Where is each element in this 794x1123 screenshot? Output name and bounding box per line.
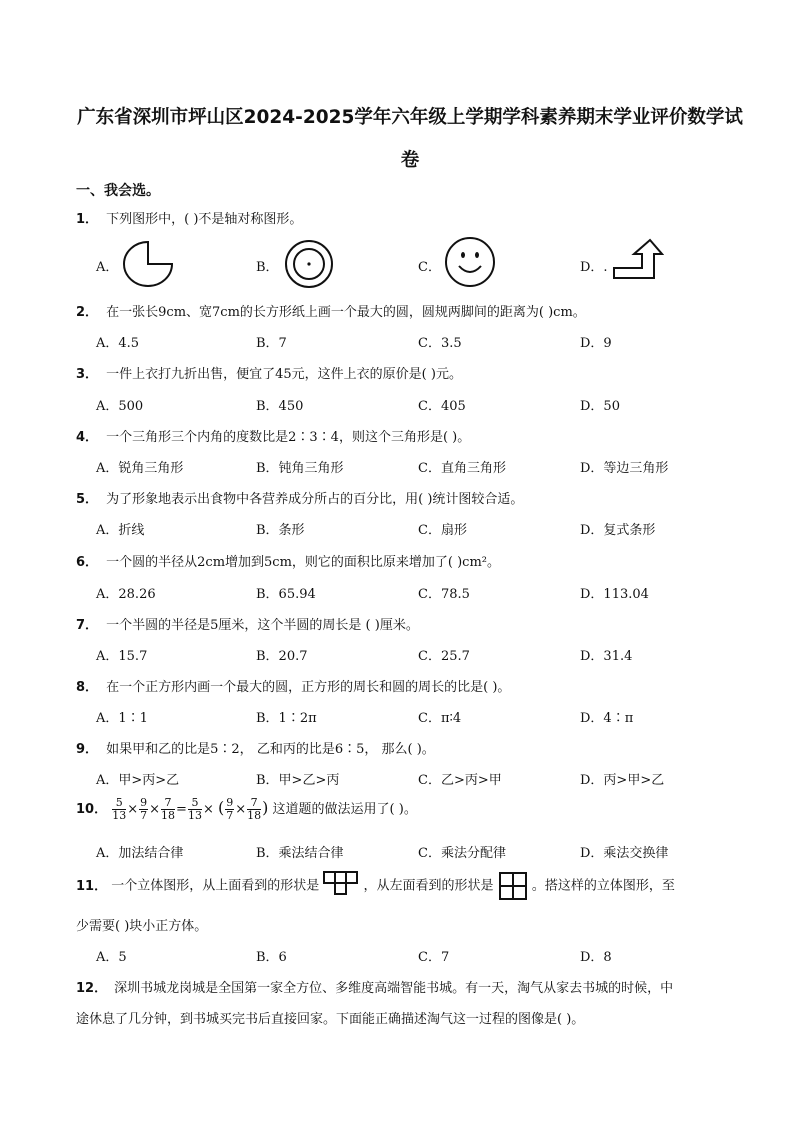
question-text: 在一张长9cm、宽7cm的长方形纸上画一个最大的圆，圆规两脚间的距离为( )cm。 [106,305,586,320]
option-c[interactable]: C． [418,260,441,275]
question-11-continued [76,915,207,934]
option-d[interactable]: D．9 [580,336,612,351]
question-text-part-2: ，从左面看到的形状是 [363,878,494,894]
question-text: 下列图形中，( )不是轴对称图形。 [106,212,303,227]
denominator: 18 [161,809,176,822]
option-d[interactable]: D．乘法交换律 [580,846,669,861]
question-8 [76,676,510,695]
option-a[interactable]: A．500 [96,399,144,414]
question-1 [76,208,302,227]
option-c[interactable]: C．扇形 [418,523,467,538]
option-b[interactable]: B．1∶2π [256,711,317,726]
option-c[interactable]: C．乙>丙>甲 [418,773,502,788]
option-d[interactable]: D．31.4 [580,649,633,664]
question-number: 4． [76,430,99,445]
option-a[interactable]: A．1∶1 [96,711,148,726]
option-a[interactable]: A．甲>丙>乙 [96,773,180,788]
option-b[interactable]: B．条形 [256,523,305,538]
question-text: 一件上衣打九折出售，便宜了45元，这件上衣的原价是( )元。 [106,367,462,382]
times-sign: × [235,802,247,817]
left-paren: ( [218,798,225,817]
smiley-face-figure[interactable] [444,236,496,288]
option-c[interactable]: C．3.5 [418,336,462,351]
top-view-shape-icon [323,870,359,902]
numerator: 9 [140,796,148,809]
fraction [161,797,175,822]
question-12-continued [76,1008,584,1027]
question-number: 8． [76,680,99,695]
option-d[interactable]: D．. [580,260,608,275]
option-a[interactable]: A． [96,260,119,275]
denominator: 18 [247,809,262,822]
option-a[interactable]: A．4.5 [96,336,140,351]
fraction-expression [111,796,272,822]
fraction [139,797,148,822]
question-text: 一个三角形三个内角的度数比是2∶3∶4，则这个三角形是( )。 [106,430,471,445]
option-a[interactable]: A．折线 [96,523,145,538]
title-line-2: 卷 [400,150,420,171]
numerator: 5 [112,797,126,810]
question-number: 6． [76,555,99,570]
question-number: 2． [76,305,99,320]
numerator: 7 [247,797,261,810]
exam-title [70,96,750,182]
question-text: 如果甲和乙的比是5∶2， 乙和丙的比是6∶5， 那么( )。 [106,742,435,757]
option-b[interactable]: B．450 [256,399,304,414]
question-text: 一个半圆的半径是5厘米，这个半圆的周长是 ( )厘米。 [106,618,419,633]
option-d[interactable]: D．50 [580,399,620,414]
right-paren: ) [262,798,269,817]
option-c[interactable]: C．7 [418,950,450,965]
question-text-part-4: 少需要( )块小正方体。 [76,919,208,934]
numerator: 5 [188,797,202,810]
denominator: 13 [112,809,127,822]
equals-sign: = [176,802,187,817]
question-6 [76,551,500,570]
option-c[interactable]: C．78.5 [418,587,470,602]
option-b[interactable]: B．7 [256,336,287,351]
question-number: 12． [76,981,108,996]
question-number: 1． [76,212,99,227]
option-d[interactable]: D．4∶π [580,711,634,726]
fraction [247,797,261,822]
option-b[interactable]: B．6 [256,950,287,965]
question-12 [76,977,673,996]
option-a[interactable]: A．锐角三角形 [96,461,184,476]
fraction [188,797,202,822]
times-sign: × [149,802,161,817]
question-number: 3． [76,367,99,382]
option-a[interactable]: A．加法结合律 [96,846,184,861]
option-d[interactable]: D．113.04 [580,587,649,602]
option-d[interactable]: D．等边三角形 [580,461,669,476]
question-7 [76,614,419,633]
bent-arrow-figure[interactable] [610,238,664,286]
question-number: 10． [76,802,108,817]
denominator: 7 [226,809,234,822]
question-text-line-1: 深圳书城龙岗城是全国第一家全方位、多维度高端智能书城。有一天，淘气从家去书城的时候，中 [114,981,674,996]
option-d[interactable]: D．复式条形 [580,523,656,538]
option-c[interactable]: C．π∶4 [418,711,462,726]
question-9 [76,738,435,757]
option-b[interactable]: B．甲>乙>丙 [256,773,340,788]
option-b[interactable]: B．乘法结合律 [256,846,344,861]
pacman-circle-figure[interactable] [122,240,176,288]
option-b[interactable]: B． [256,260,279,275]
question-text: 这道题的做法运用了( )。 [272,802,417,817]
option-a[interactable]: A．15.7 [96,649,148,664]
concentric-circles-figure[interactable] [283,238,335,290]
option-a[interactable]: A．28.26 [96,587,156,602]
question-5 [76,488,523,507]
question-text-part-3: 。搭这样的立体图形，至 [531,878,675,894]
denominator: 13 [187,809,202,822]
option-b[interactable]: B．20.7 [256,649,308,664]
question-number: 11． [76,878,108,894]
times-sign: × [202,802,214,817]
numerator: 7 [161,797,175,810]
question-text-part-1: 一个立体图形，从上面看到的形状是 [111,878,320,894]
question-number: 9． [76,742,99,757]
question-number: 5． [76,492,99,507]
section-heading: 一、我会选。 [76,183,160,199]
fraction [112,797,126,822]
numerator: 9 [226,796,234,809]
option-b[interactable]: B．钝角三角形 [256,461,344,476]
question-text: 在一个正方形内画一个最大的圆，正方形的周长和圆的周长的比是( )。 [106,680,511,695]
option-c[interactable]: C．25.7 [418,649,470,664]
question-text-line-2: 途休息了几分钟，到书城买完书后直接回家。下面能正确描述淘气这一过程的图像是( )。 [76,1012,585,1027]
question-text: 为了形象地表示出食物中各营养成分所占的百分比，用( )统计图较合适。 [106,492,524,507]
left-view-shape-icon [498,871,528,901]
question-2 [76,301,586,320]
question-4 [76,426,470,445]
question-number: 7． [76,618,99,633]
option-c[interactable]: C．直角三角形 [418,461,506,476]
fraction [225,797,234,822]
title-line-1: 广东省深圳市坪山区2024-2025学年六年级上学期学科素养期末学业评价数学试 [77,107,743,128]
option-d[interactable]: D．丙>甲>乙 [580,773,665,788]
denominator: 7 [140,809,148,822]
times-sign: × [127,802,139,817]
option-a[interactable]: A．5 [96,950,127,965]
option-d[interactable]: D．8 [580,950,612,965]
question-text: 一个圆的半径从2cm增加到5cm，则它的面积比原来增加了( )cm²。 [106,555,500,570]
option-b[interactable]: B．65.94 [256,587,316,602]
option-c[interactable]: C．乘法分配律 [418,846,506,861]
question-10 [76,797,417,822]
question-3 [76,363,462,382]
option-c[interactable]: C．405 [418,399,466,414]
question-11 [76,870,675,902]
